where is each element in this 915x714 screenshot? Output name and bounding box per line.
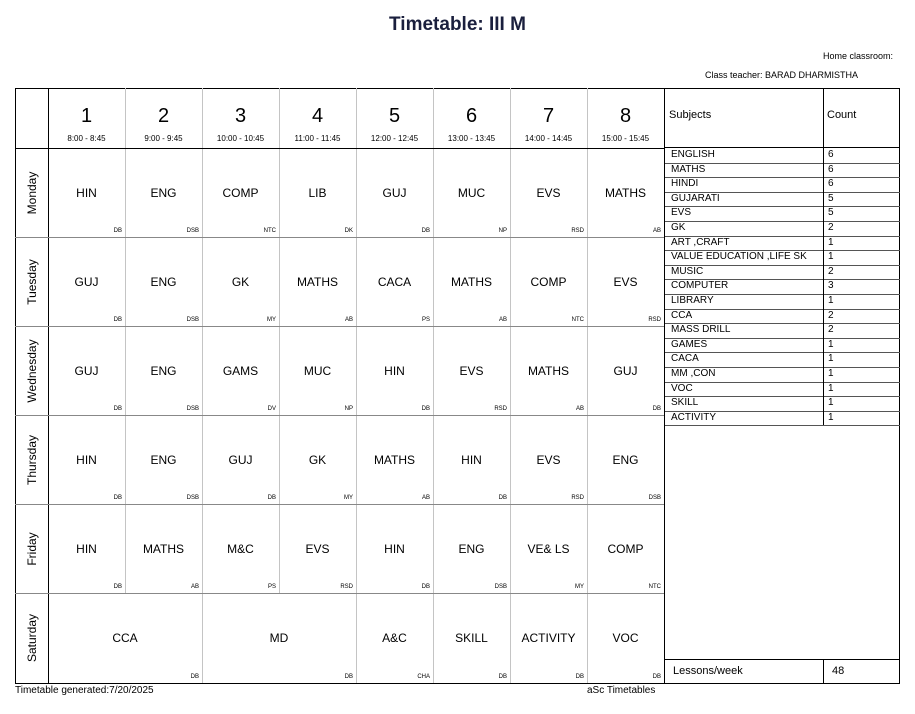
lessons-week-value: 48 [832, 665, 845, 677]
lesson-subject: MUC [303, 363, 332, 378]
lesson-teacher: NTC [263, 228, 276, 234]
subject-row [665, 177, 900, 192]
lesson-teacher: DB [421, 228, 430, 234]
class-teacher: Class teacher: BARAD DHARMISTHA [705, 70, 859, 80]
lesson-teacher: NP [344, 406, 353, 412]
subject-row [665, 250, 900, 265]
lesson-teacher: DSB [186, 495, 199, 501]
day-label-wednesday: Wednesday [24, 338, 39, 403]
lesson-subject: GUJ [613, 363, 638, 378]
lesson-teacher: DB [344, 674, 353, 680]
lesson-cell [356, 593, 433, 683]
day-label-thursday: Thursday [24, 434, 39, 485]
period-header-8 [587, 88, 664, 148]
header-separator [202, 88, 203, 148]
lesson-teacher: DB [498, 674, 507, 680]
subject-name: MASS DRILL [671, 324, 731, 336]
lesson-cell [510, 237, 587, 326]
day-column-border [48, 88, 49, 684]
subject-name: MATHS [671, 163, 706, 175]
lesson-cell [356, 326, 433, 415]
lesson-subject: MATHS [296, 274, 339, 289]
lesson-cell [433, 148, 510, 237]
lesson-cell [279, 326, 356, 415]
lesson-cell [202, 237, 279, 326]
subject-name: EVS [671, 207, 692, 219]
lesson-cell [125, 504, 202, 593]
lesson-subject: MATHS [373, 452, 416, 467]
period-time: 10:00 - 10:45 [216, 134, 265, 143]
subject-name: GAMES [671, 338, 708, 350]
subject-row [665, 294, 900, 309]
lesson-cell [510, 415, 587, 504]
header-separator [279, 88, 280, 148]
lesson-subject: MATHS [450, 274, 493, 289]
lesson-teacher: AB [421, 495, 430, 501]
lesson-teacher: PS [421, 317, 430, 323]
lesson-teacher: DSB [648, 495, 661, 501]
lesson-cell [433, 415, 510, 504]
header-separator [356, 88, 357, 148]
lesson-subject: GK [308, 452, 327, 467]
header-separator [510, 88, 511, 148]
lesson-subject: GUJ [382, 185, 407, 200]
lesson-cell [202, 415, 279, 504]
lesson-subject: MUC [457, 185, 486, 200]
subject-name: MUSIC [671, 265, 704, 277]
lesson-subject: A&C [382, 631, 407, 645]
count-column-border [823, 88, 824, 149]
subject-name: CACA [671, 353, 699, 365]
lesson-cell [587, 415, 664, 504]
lesson-subject: EVS [613, 274, 638, 289]
lesson-subject: EVS [459, 363, 484, 378]
subject-count: 1 [828, 382, 834, 394]
lesson-teacher: DB [498, 495, 507, 501]
subjects-header: Subjects [669, 109, 712, 121]
subject-count: 2 [828, 222, 834, 233]
lesson-subject: EVS [536, 185, 561, 200]
lesson-teacher: DSB [186, 317, 199, 323]
lesson-cell [125, 326, 202, 415]
subject-count: 1 [828, 368, 834, 379]
lesson-teacher: DB [190, 674, 199, 680]
lesson-teacher: RSD [494, 406, 507, 412]
lesson-subject: VE& LS [527, 541, 570, 556]
day-row-border [15, 504, 664, 505]
lesson-subject: HIN [384, 363, 405, 378]
period-number: 8 [619, 105, 632, 127]
lesson-cell [48, 148, 125, 237]
lesson-subject: CCA [112, 631, 138, 645]
subject-count: 2 [828, 324, 834, 336]
lesson-cell [587, 148, 664, 237]
subject-name: LIBRARY [671, 295, 714, 306]
subject-count: 5 [828, 192, 834, 204]
period-header-6 [433, 88, 510, 148]
lesson-teacher: RSD [340, 584, 353, 590]
lesson-subject: EVS [536, 452, 561, 467]
lesson-cell [48, 593, 202, 683]
period-number: 2 [157, 105, 170, 127]
lesson-subject: GUJ [74, 274, 99, 289]
lesson-teacher: MY [267, 317, 276, 323]
lesson-subject: MATHS [527, 363, 570, 378]
day-row-border [15, 326, 664, 327]
subject-name: MM ,CON [671, 368, 716, 379]
subject-name: HINDI [671, 178, 699, 190]
subject-name: SKILL [671, 397, 699, 409]
day-row-border [15, 415, 664, 416]
period-time: 11:00 - 11:45 [294, 134, 341, 143]
page-title: Timetable: III M [389, 14, 526, 35]
lesson-subject: GAMS [222, 363, 259, 378]
lesson-cell [433, 326, 510, 415]
lesson-subject: MATHS [604, 185, 647, 200]
lesson-subject: GK [231, 274, 250, 289]
lesson-subject: ENG [150, 185, 177, 200]
lesson-subject: HIN [76, 452, 97, 467]
header-bottom-border [15, 148, 664, 149]
period-time: 14:00 - 14:45 [524, 134, 573, 143]
period-header-4 [279, 88, 356, 148]
subject-count: 1 [828, 251, 834, 263]
lesson-subject: CACA [377, 274, 412, 289]
lesson-teacher: DB [267, 495, 276, 501]
subject-row [665, 265, 900, 280]
lesson-subject: VOC [612, 631, 639, 645]
lesson-teacher: AB [575, 406, 584, 412]
lesson-subject: ENG [458, 541, 485, 556]
total-border [665, 659, 900, 660]
lesson-cell [202, 148, 279, 237]
lesson-teacher: NP [498, 228, 507, 234]
lesson-teacher: DSB [186, 228, 199, 234]
lesson-cell [125, 148, 202, 237]
lesson-cell [202, 593, 356, 683]
subject-row [665, 236, 900, 251]
subject-name: GUJARATI [671, 192, 720, 204]
total-separator [823, 659, 824, 684]
subject-count: 1 [828, 295, 834, 306]
subject-row [665, 148, 900, 163]
period-number: 5 [388, 105, 401, 127]
lesson-cell [587, 593, 664, 683]
day-label-tuesday: Tuesday [24, 258, 39, 305]
lesson-cell [279, 504, 356, 593]
subject-row [665, 338, 900, 353]
period-time: 15:00 - 15:45 [601, 134, 650, 143]
lesson-subject: ENG [150, 363, 177, 378]
lesson-subject: ACTIVITY [521, 631, 576, 645]
lesson-cell [48, 504, 125, 593]
period-header-1 [48, 88, 125, 148]
subject-count: 3 [828, 280, 834, 292]
lesson-cell [202, 504, 279, 593]
subject-count: 5 [828, 207, 834, 219]
period-number: 1 [80, 105, 93, 127]
lesson-teacher: DSB [494, 584, 507, 590]
subject-row [665, 411, 900, 426]
period-time: 13:00 - 13:45 [447, 134, 496, 143]
lesson-subject: HIN [384, 541, 405, 556]
lesson-subject: ENG [150, 452, 177, 467]
header-separator [587, 88, 588, 148]
lesson-cell [587, 504, 664, 593]
generated-date: Timetable generated:7/20/2025 [15, 685, 154, 696]
lesson-cell [587, 326, 664, 415]
lesson-cell [587, 237, 664, 326]
subject-row [665, 323, 900, 338]
count-header: Count [827, 109, 857, 121]
lesson-cell [356, 148, 433, 237]
subject-row [665, 352, 900, 367]
lesson-subject: GUJ [74, 363, 99, 378]
day-label-saturday: Saturday [24, 613, 39, 663]
lesson-subject: M&C [227, 541, 254, 556]
lesson-subject: COMP [607, 541, 644, 556]
home-classroom: Home classroom: [822, 51, 893, 61]
lesson-teacher: RSD [571, 228, 584, 234]
subject-count: 1 [828, 338, 834, 350]
lesson-subject: MD [269, 631, 289, 645]
period-header-3 [202, 88, 279, 148]
period-time: 12:00 - 12:45 [370, 134, 419, 143]
lesson-teacher: CHA [417, 674, 430, 680]
day-row-border [15, 593, 664, 594]
subject-count: 6 [828, 163, 834, 175]
period-time: 9:00 - 9:45 [144, 134, 183, 143]
subject-name: VOC [671, 382, 693, 394]
subject-count: 6 [828, 149, 834, 160]
lesson-teacher: NTC [571, 317, 584, 323]
lesson-teacher: DB [113, 495, 122, 501]
lesson-subject: HIN [76, 185, 97, 200]
subject-row [665, 163, 900, 178]
lesson-cell [356, 504, 433, 593]
lesson-cell [48, 415, 125, 504]
lesson-teacher: DB [421, 406, 430, 412]
lesson-teacher: AB [190, 584, 199, 590]
subject-row [665, 367, 900, 382]
subject-name: ART ,CRAFT [671, 236, 730, 248]
header-separator [433, 88, 434, 148]
count-column-border [823, 148, 824, 425]
subject-count: 1 [828, 353, 834, 365]
subject-name: ENGLISH [671, 149, 715, 160]
lesson-subject: ENG [612, 452, 639, 467]
subject-row [665, 382, 900, 397]
subject-count: 2 [828, 265, 834, 277]
lesson-teacher: MY [575, 584, 584, 590]
period-number: 7 [542, 105, 555, 127]
lesson-subject: GUJ [228, 452, 253, 467]
lesson-teacher: DB [421, 584, 430, 590]
lesson-subject: SKILL [455, 631, 488, 645]
subject-row [665, 221, 900, 236]
subject-row-border [665, 425, 900, 426]
subject-count: 1 [828, 397, 834, 409]
lesson-cell [202, 326, 279, 415]
lesson-teacher: AB [344, 317, 353, 323]
lesson-teacher: DB [113, 317, 122, 323]
lesson-cell [48, 326, 125, 415]
lesson-cell [48, 237, 125, 326]
lesson-subject: HIN [461, 452, 482, 467]
lesson-cell [356, 415, 433, 504]
lesson-cell [510, 593, 587, 683]
lesson-teacher: DB [575, 674, 584, 680]
lesson-teacher: DB [652, 674, 661, 680]
subject-row [665, 206, 900, 221]
lesson-teacher: AB [498, 317, 507, 323]
subject-row [665, 309, 900, 324]
lesson-subject: LIB [308, 185, 327, 200]
lesson-teacher: NTC [648, 584, 661, 590]
period-header-2 [125, 88, 202, 148]
subject-name: GK [671, 222, 686, 233]
lesson-teacher: MY [344, 495, 353, 501]
period-header-5 [356, 88, 433, 148]
lesson-teacher: DB [113, 406, 122, 412]
lesson-cell [279, 148, 356, 237]
lesson-teacher: PS [267, 584, 276, 590]
lesson-subject: EVS [305, 541, 330, 556]
lesson-subject: ENG [150, 274, 177, 289]
lesson-cell [279, 237, 356, 326]
subject-count: 1 [828, 411, 834, 423]
subject-count: 2 [828, 309, 834, 321]
lesson-cell [279, 415, 356, 504]
lesson-cell [510, 504, 587, 593]
period-header-7 [510, 88, 587, 148]
subject-name: VALUE EDUCATION ,LIFE SK [671, 251, 807, 263]
lesson-teacher: DB [113, 584, 122, 590]
subject-row [665, 279, 900, 294]
lesson-subject: HIN [76, 541, 97, 556]
lesson-teacher: RSD [571, 495, 584, 501]
lesson-cell [433, 237, 510, 326]
lesson-teacher: DK [344, 228, 353, 234]
lesson-subject: MATHS [142, 541, 185, 556]
subject-name: CCA [671, 309, 693, 321]
lesson-teacher: AB [652, 228, 661, 234]
lesson-subject: COMP [222, 185, 259, 200]
period-time: 8:00 - 8:45 [67, 134, 106, 143]
lesson-cell [125, 415, 202, 504]
subject-name: COMPUTER [671, 280, 729, 292]
period-number: 3 [234, 105, 247, 127]
day-label-monday: Monday [24, 171, 39, 214]
lesson-cell [356, 237, 433, 326]
subject-row [665, 396, 900, 411]
subject-row [665, 192, 900, 207]
lesson-cell [510, 326, 587, 415]
brand-label: aSc Timetables [587, 685, 656, 696]
lesson-teacher: RSD [648, 317, 661, 323]
lesson-cell [510, 148, 587, 237]
lesson-teacher: DV [267, 406, 276, 412]
lesson-subject: COMP [530, 274, 567, 289]
period-number: 4 [311, 105, 324, 127]
lesson-teacher: DSB [186, 406, 199, 412]
period-number: 6 [465, 105, 478, 127]
header-separator [125, 88, 126, 148]
day-row-border [15, 237, 664, 238]
day-label-friday: Friday [24, 531, 39, 566]
lesson-cell [433, 504, 510, 593]
lesson-teacher: DB [113, 228, 122, 234]
lesson-cell [125, 237, 202, 326]
subject-count: 1 [828, 236, 834, 248]
lesson-teacher: DB [652, 406, 661, 412]
lesson-cell [433, 593, 510, 683]
subject-count: 6 [828, 178, 834, 190]
lessons-week-label: Lessons/week [673, 665, 743, 677]
subject-name: ACTIVITY [671, 411, 717, 423]
